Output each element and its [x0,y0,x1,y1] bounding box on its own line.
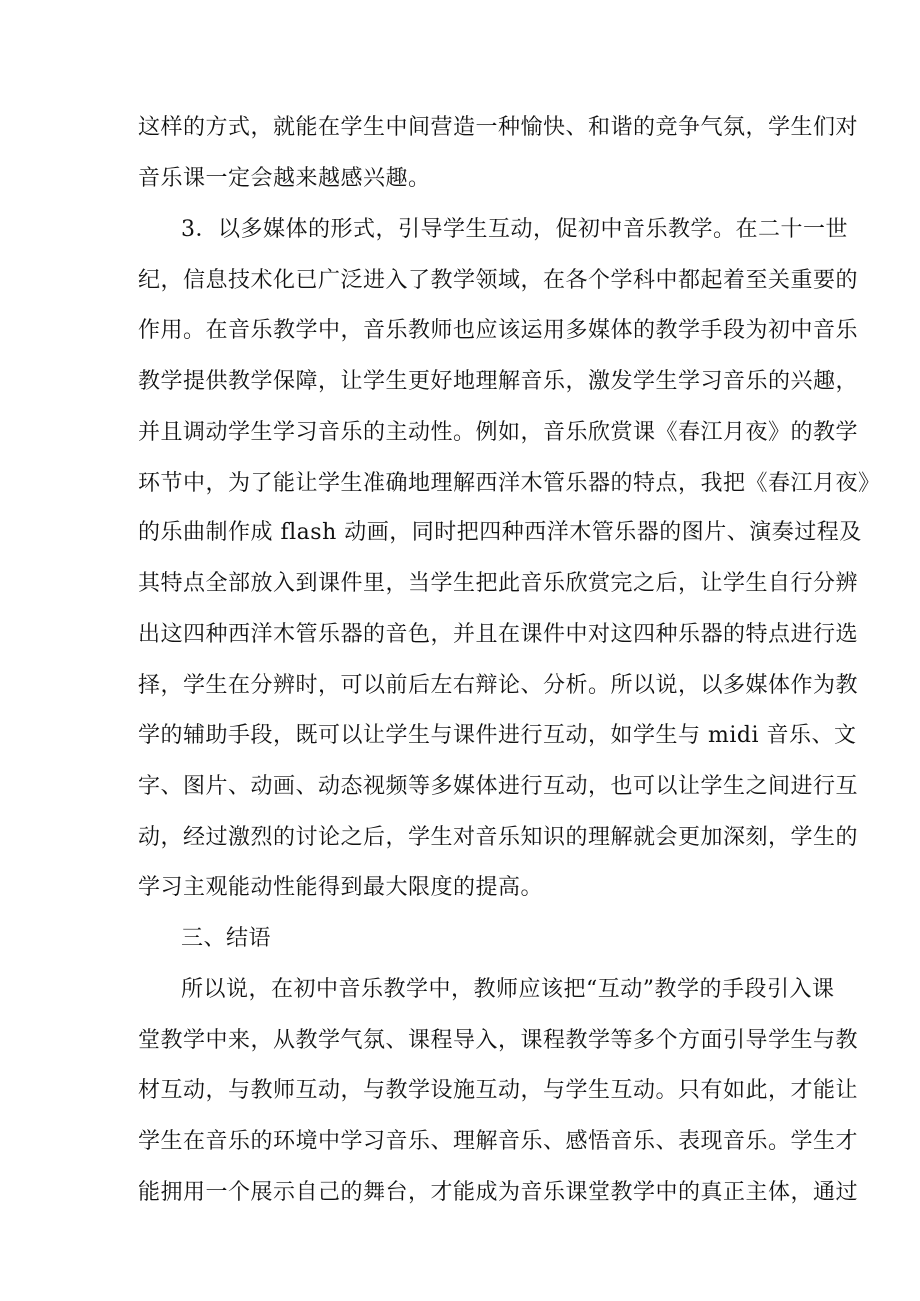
text-line: 环节中，为了能让学生准确地理解西洋木管乐器的特点，我把《春江月夜》 [138,471,881,496]
text-line: 动，经过激烈的讨论之后，学生对音乐知识的理解就会更加深刻，学生的 [138,825,859,850]
text-line: 3．以多媒体的形式，引导学生互动，促初中音乐教学。在二十一世 [181,217,848,242]
text-line: 的乐曲制作成 flash 动画，同时把四种西洋木管乐器的图片、演奏过程及 [138,520,862,545]
text-line: 堂教学中来，从教学气氛、课程导入，课程教学等多个方面引导学生与教 [138,1028,859,1053]
text-line: 材互动，与教师互动，与教学设施互动，与学生互动。只有如此，才能让 [138,1078,859,1103]
section-heading: 三、结语 [181,926,272,951]
text-line: 所以说，在初中音乐教学中，教师应该把“互动”教学的手段引入课 [181,977,835,1002]
text-line: 这样的方式，就能在学生中间营造一种愉快、和谐的竞争气氛，学生们对 [138,115,859,140]
text-line: 教学提供教学保障，让学生更好地理解音乐，激发学生学习音乐的兴趣， [138,369,859,394]
text-line: 其特点全部放入到课件里，当学生把此音乐欣赏完之后，让学生自行分辨 [138,571,859,596]
text-line: 音乐课一定会越来越感兴趣。 [138,166,431,191]
text-line: 字、图片、动画、动态视频等多媒体进行互动，也可以让学生之间进行互 [138,774,859,799]
text-line: 出这四种西洋木管乐器的音色，并且在课件中对这四种乐器的特点进行选 [138,622,859,647]
text-line: 择，学生在分辨时，可以前后左右辩论、分析。所以说，以多媒体作为教 [138,673,859,698]
text-line: 纪，信息技术化已广泛进入了教学领域，在各个学科中都起着至关重要的 [138,268,859,293]
text-line: 学习主观能动性能得到最大限度的提高。 [138,875,544,900]
text-line: 并且调动学生学习音乐的主动性。例如，音乐欣赏课《春江月夜》的教学 [138,420,859,445]
text-line: 学的辅助手段，既可以让学生与课件进行互动，如学生与 midi 音乐、文 [138,723,857,748]
text-line: 学生在音乐的环境中学习音乐、理解音乐、感悟音乐、表现音乐。学生才 [138,1129,859,1154]
text-line: 能拥用一个展示自己的舞台，才能成为音乐课堂教学中的真正主体，通过 [138,1180,859,1205]
text-line: 作用。在音乐教学中，音乐教师也应该运用多媒体的教学手段为初中音乐 [138,318,859,343]
